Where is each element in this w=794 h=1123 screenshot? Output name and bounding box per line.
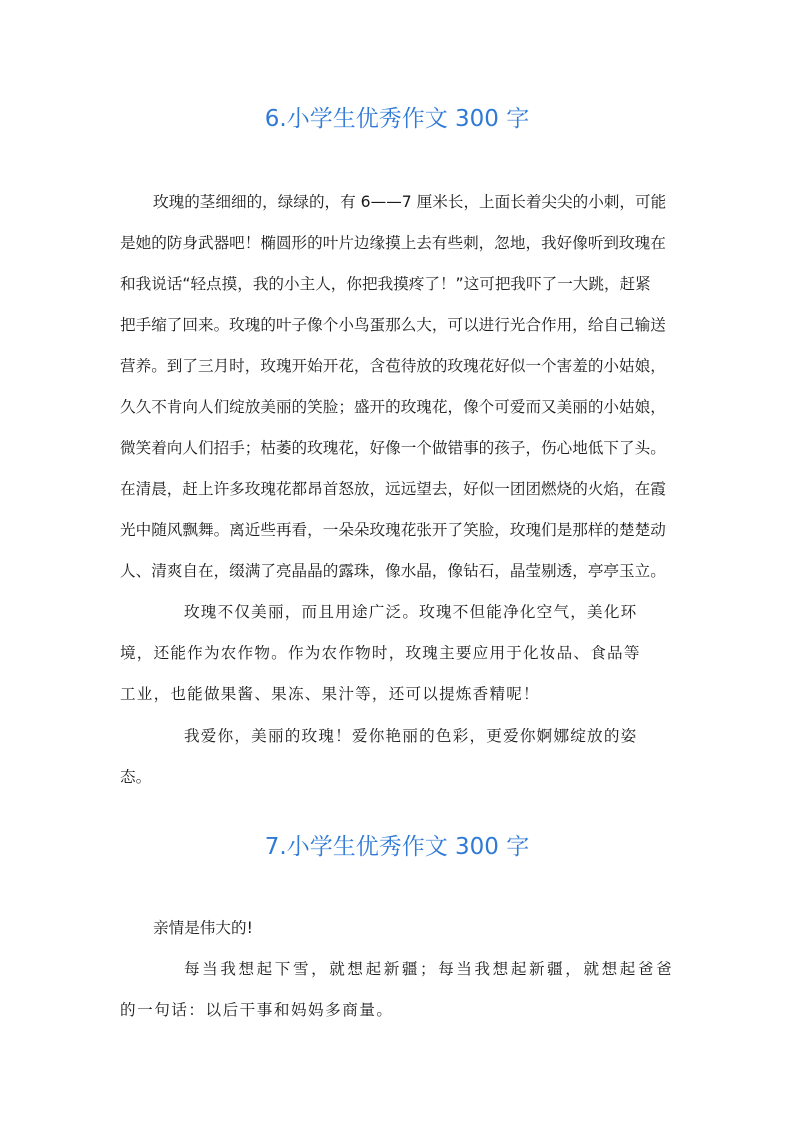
paragraph-line: 久久不肯向人们绽放美丽的笑脸；盛开的玫瑰花，像个可爱而又美丽的小姑娘， xyxy=(120,398,666,416)
paragraph-line: 把手缩了回来。玫瑰的叶子像个小鸟蛋那么大，可以进行光合作用，给自己输送 xyxy=(120,316,666,334)
paragraph-line: 和我说话“轻点摸，我的小主人，你把我摸疼了！”这可把我吓了一大跳，赶紧 xyxy=(120,275,651,293)
paragraph-line: 亲情是伟大的! xyxy=(153,919,253,937)
paragraph-line: 的一句话：以后干事和妈妈多商量。 xyxy=(120,1001,394,1019)
paragraph-line: 每当我想起下雪，就想起新疆；每当我想起新疆，就想起爸爸 xyxy=(184,960,675,978)
paragraph-line: 玫瑰的茎细细的，绿绿的，有 6——7 厘米长，上面长着尖尖的小刺，可能 xyxy=(153,193,667,211)
section-title: 7.小学生优秀作文 300 字 xyxy=(264,834,530,860)
paragraph-line: 光中随风飘舞。离近些再看，一朵朵玫瑰花张开了笑脸，玫瑰们是那样的楚楚动 xyxy=(120,521,666,539)
paragraph-line: 工业，也能做果酱、果冻、果汁等，还可以提炼香精呢！ xyxy=(120,685,540,703)
paragraph-line: 在清晨，赶上许多玫瑰花都昂首怒放，远远望去，好似一团团燃烧的火焰，在霞 xyxy=(120,480,666,498)
paragraph-line: 玫瑰不仅美丽，而且用途广泛。玫瑰不但能净化空气，美化环 xyxy=(184,603,638,621)
paragraph-line: 微笑着向人们招手；枯萎的玫瑰花，好像一个做错事的孩子，伤心地低下了头。 xyxy=(120,439,666,457)
paragraph-line: 人、清爽自在，缀满了亮晶晶的露珠，像水晶，像钻石，晶莹剔透，亭亭玉立。 xyxy=(120,562,666,580)
paragraph-line: 营养。到了三月时，玫瑰开始开花，含苞待放的玫瑰花好似一个害羞的小姑娘， xyxy=(120,357,666,375)
paragraph-line: 境，还能作为农作物。作为农作物时，玫瑰主要应用于化妆品、食品等 xyxy=(120,644,641,662)
paragraph-line: 是她的防身武器吧！椭圆形的叶片边缘摸上去有些刺，忽地，我好像听到玫瑰在 xyxy=(120,234,666,252)
paragraph-line: 我爱你，美丽的玫瑰！爱你艳丽的色彩，更爱你婀娜绽放的姿 xyxy=(184,727,638,745)
section-title: 6.小学生优秀作文 300 字 xyxy=(264,106,530,132)
paragraph-line: 态。 xyxy=(120,768,152,786)
